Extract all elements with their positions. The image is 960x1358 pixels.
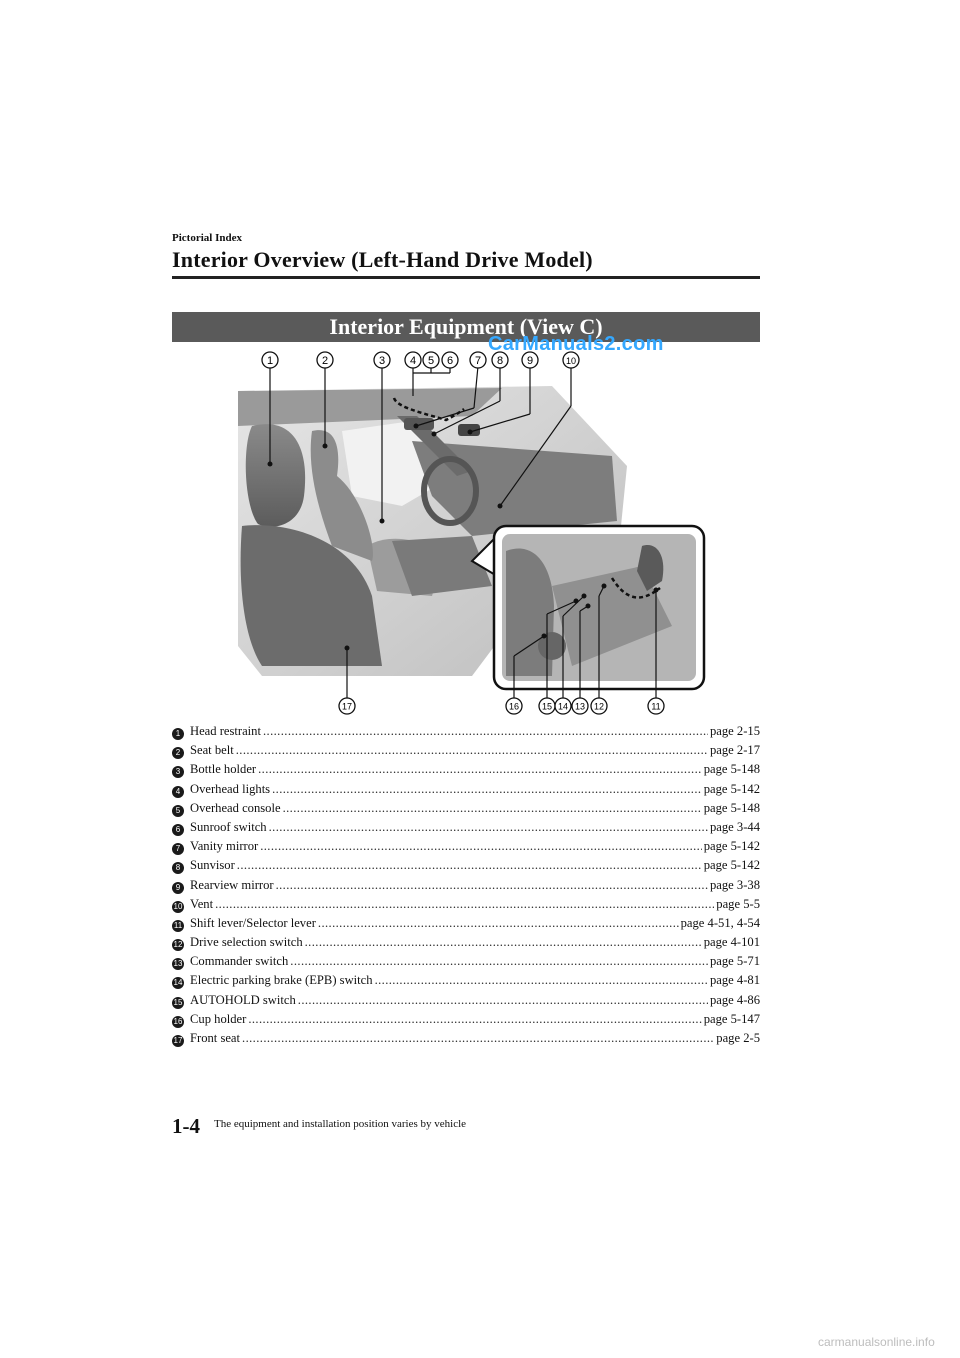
- legend-page-ref: page 2-17: [709, 743, 760, 758]
- legend-page-ref: page 5-147: [703, 1011, 760, 1026]
- legend-row: [172, 897, 760, 916]
- legend-row: [172, 839, 760, 858]
- leader-dots: [269, 820, 708, 835]
- legend-page-ref: page 2-15: [709, 724, 760, 738]
- callout-marker-11: [648, 698, 664, 714]
- legend-page-ref: page 4-51, 4-54: [680, 915, 760, 930]
- svg-text:2: 2: [321, 355, 329, 367]
- callout-marker-17: [339, 698, 355, 714]
- legend-row: [172, 993, 760, 1012]
- legend-page-ref: page 2-5: [716, 1031, 760, 1045]
- callout-marker-5: [423, 352, 439, 368]
- footer-note: The equipment and installation position varies by vehicle: [214, 1118, 467, 1130]
- sunvisor-shape: [404, 418, 434, 430]
- leader-dots: [242, 1031, 714, 1046]
- callout-marker-16: [506, 698, 522, 714]
- callout-marker-2: [317, 352, 333, 368]
- callout-marker-1: [262, 352, 278, 368]
- leader-dots: [237, 858, 702, 873]
- legend-label: Head restraint: [190, 724, 261, 738]
- legend-page-ref: page 5-71: [709, 954, 760, 969]
- legend-label: Front seat: [190, 1031, 241, 1045]
- svg-text:7: 7: [474, 355, 482, 367]
- leader-dots: [272, 782, 702, 797]
- legend-page-ref: page 5-142: [703, 858, 760, 873]
- legend-row: [172, 916, 760, 935]
- legend-number: 8: [172, 862, 184, 874]
- legend-row: [172, 858, 760, 877]
- svg-text:5: 5: [427, 355, 435, 367]
- section-label: Pictorial Index: [172, 232, 242, 244]
- legend-label: Electric parking brake (EPB) switch: [190, 973, 373, 988]
- svg-text:9: 9: [526, 355, 534, 367]
- legend-number: 4: [172, 786, 184, 798]
- svg-text:15: 15: [541, 701, 553, 712]
- legend-number: 5: [172, 805, 184, 817]
- legend-row: [172, 820, 760, 839]
- legend-label: Drive selection switch: [190, 935, 303, 950]
- legend-number: 15: [173, 997, 183, 1007]
- leader-dots: [305, 935, 702, 950]
- svg-text:13: 13: [574, 701, 586, 712]
- leader-dots: [260, 839, 701, 854]
- legend-page-ref: page 4-101: [703, 935, 760, 950]
- legend-row: [172, 782, 760, 801]
- legend-label: Sunvisor: [190, 858, 235, 873]
- svg-text:10: 10: [565, 356, 577, 366]
- svg-text:8: 8: [496, 355, 504, 367]
- legend-row: [172, 973, 760, 992]
- callout-marker-12: [591, 698, 607, 714]
- svg-text:6: 6: [446, 355, 454, 367]
- legend-number: 2: [172, 747, 184, 759]
- legend-label: Overhead console: [190, 800, 281, 815]
- legend-row: [172, 878, 760, 897]
- legend-label: Vent: [190, 896, 214, 911]
- leader-dots: [290, 954, 708, 969]
- callout-marker-14: [555, 698, 571, 714]
- page-title: Interior Overview (Left-Hand Drive Model): [172, 247, 593, 272]
- legend-number: 6: [172, 824, 184, 836]
- legend-label: Rearview mirror: [190, 877, 274, 892]
- svg-text:14: 14: [557, 701, 569, 712]
- legend-number: 7: [172, 843, 184, 855]
- legend-row: [172, 954, 760, 973]
- legend-row: [172, 935, 760, 954]
- legend-number: 17: [173, 1036, 183, 1045]
- legend-row: [172, 724, 760, 743]
- title-rule: [172, 276, 760, 279]
- legend-row: [172, 801, 760, 820]
- svg-text:4: 4: [409, 355, 417, 367]
- leader-dots: [298, 993, 708, 1008]
- svg-text:1: 1: [266, 355, 274, 367]
- page-number: 1-4: [172, 1114, 200, 1138]
- legend-page-ref: page 5-142: [703, 781, 760, 796]
- callout-marker-7: [470, 352, 486, 368]
- svg-text:17: 17: [341, 701, 353, 712]
- callout-marker-4: [405, 352, 421, 368]
- svg-text:11: 11: [651, 701, 661, 712]
- legend-number: 11: [173, 920, 183, 930]
- leader-dots: [375, 973, 708, 988]
- svg-text:12: 12: [593, 701, 605, 712]
- leader-dots: [283, 801, 702, 816]
- legend-label: Seat belt: [190, 743, 234, 758]
- legend-page-ref: page 3-38: [709, 877, 760, 892]
- svg-text:16: 16: [508, 701, 520, 712]
- callout-marker-3: [374, 352, 390, 368]
- legend-number: 13: [173, 959, 183, 969]
- bottom-watermark: carmanualsonline.info: [818, 1335, 935, 1349]
- watermark-logo: CarManuals2.com: [488, 333, 664, 355]
- legend-page-ref: page 3-44: [709, 819, 760, 834]
- legend-number: 10: [173, 901, 183, 911]
- callout-marker-6: [442, 352, 458, 368]
- leader-dots: [248, 1012, 701, 1027]
- legend-label: Bottle holder: [190, 762, 257, 777]
- legend-row: [172, 762, 760, 781]
- legend-label: Commander switch: [190, 954, 289, 969]
- legend-number: 1: [172, 728, 184, 740]
- leader-dots: [258, 762, 702, 777]
- callout-marker-15: [539, 698, 555, 714]
- legend-page-ref: page 4-81: [709, 973, 760, 988]
- legend-label: Sunroof switch: [190, 819, 267, 834]
- legend-label: Shift lever/Selector lever: [190, 915, 316, 930]
- legend-label: Vanity mirror: [190, 839, 259, 854]
- legend-row: [172, 1012, 760, 1031]
- legend-number: 12: [173, 940, 183, 950]
- svg-text:3: 3: [378, 355, 386, 367]
- leader-dots: [263, 724, 708, 739]
- legend-page-ref: page 5-5: [716, 896, 760, 911]
- legend-row: [172, 743, 760, 762]
- leader-dots: [236, 743, 708, 758]
- legend-label: Cup holder: [190, 1011, 247, 1026]
- legend-page-ref: page 5-142: [703, 839, 760, 854]
- legend-label: AUTOHOLD switch: [190, 992, 296, 1007]
- legend-page-ref: page 4-86: [709, 992, 760, 1007]
- leader-dots: [276, 878, 708, 893]
- interior-illustration: [172, 346, 760, 718]
- legend-page-ref: page 5-148: [703, 800, 760, 815]
- legend-number: 16: [173, 1016, 183, 1026]
- legend-number: 3: [172, 766, 184, 778]
- legend-label: Overhead lights: [190, 781, 271, 796]
- leader-dots: [318, 916, 679, 931]
- section-banner: Interior Equipment (View C): [172, 312, 760, 342]
- legend-number: 9: [172, 882, 184, 894]
- legend-number: 14: [173, 978, 183, 988]
- leader-dots: [215, 897, 714, 912]
- callout-legend: [172, 724, 760, 1050]
- callout-marker-13: [572, 698, 588, 714]
- legend-row: [172, 1031, 760, 1050]
- legend-page-ref: page 5-148: [703, 762, 760, 777]
